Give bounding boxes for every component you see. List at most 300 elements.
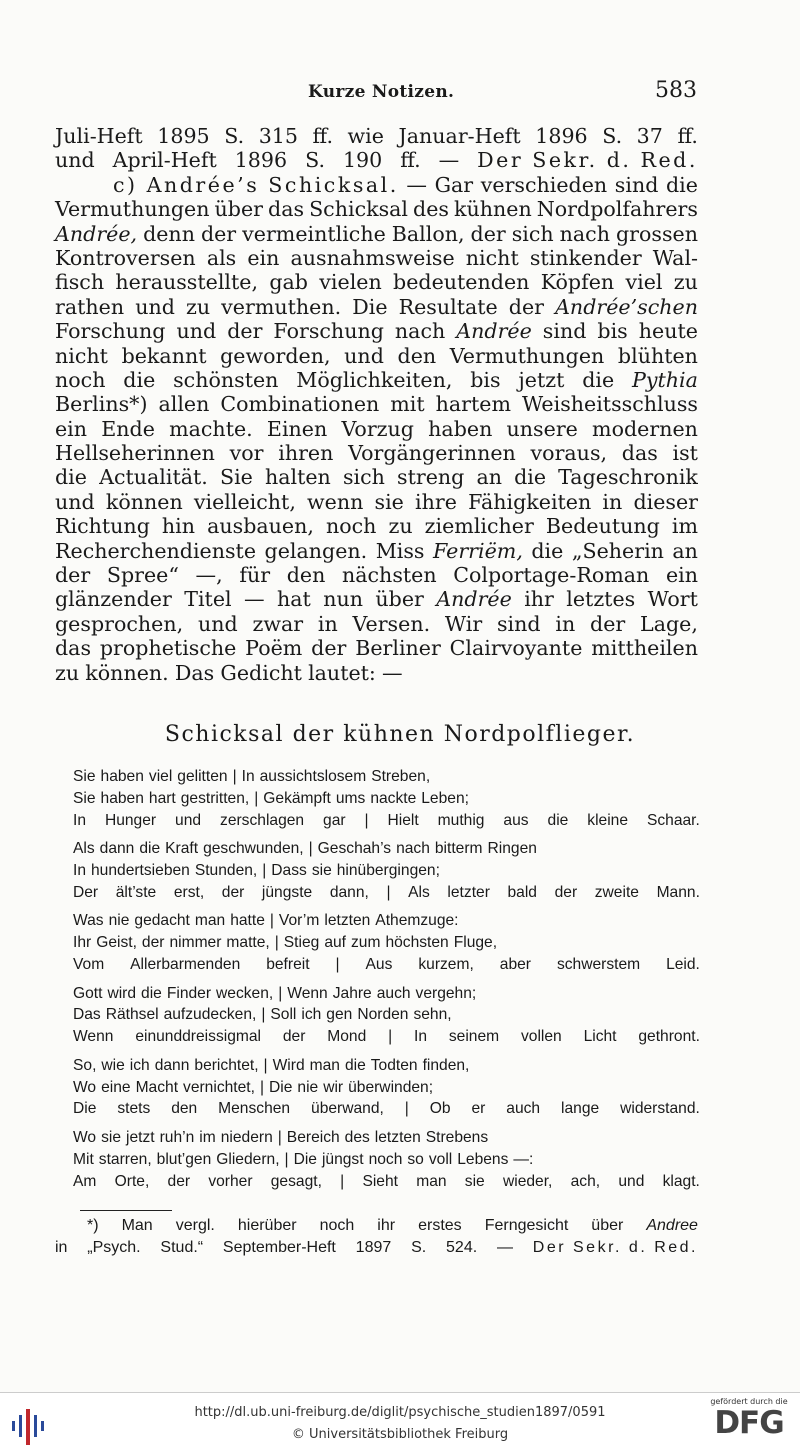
word: Stunden, (194, 862, 258, 880)
word: stinkender (529, 245, 642, 270)
poem-line (73, 1077, 700, 1099)
text-line (55, 246, 698, 270)
word: In (73, 811, 87, 829)
word: bald (507, 883, 537, 901)
copyright-notice: © Universitätsbibliothek Freiburg (291, 1427, 509, 1442)
word: aussichtslosem (259, 768, 367, 785)
poem-line (73, 766, 700, 788)
word: seinem (448, 1028, 500, 1046)
word: | (254, 789, 259, 807)
word: in (602, 489, 623, 514)
word: hin (161, 514, 196, 539)
word: Colportage-Roman (453, 563, 650, 588)
word: stets (117, 1100, 151, 1118)
word: zu (185, 294, 211, 319)
word: die (141, 984, 162, 1002)
poem-line (73, 1004, 700, 1026)
word: 524. (446, 1239, 478, 1256)
word: Vorgängerinnen (348, 441, 516, 466)
word: gelitten (177, 768, 228, 785)
word: vorher (208, 1172, 253, 1190)
word: Lebens (457, 1150, 509, 1168)
word: „Seherin (571, 538, 664, 563)
word: ihr (377, 1217, 396, 1234)
word: Wird (272, 1056, 305, 1074)
word: auch (376, 984, 411, 1002)
word: Lage, (640, 611, 698, 636)
poem-stanza (73, 983, 700, 1049)
word: Combinationen (220, 392, 380, 417)
word: zu (388, 514, 413, 539)
word: Leid. (666, 956, 700, 974)
word: das (268, 197, 305, 222)
word: das (621, 441, 658, 466)
word: 37 (636, 124, 663, 148)
word: sie (374, 489, 404, 514)
word: | (308, 840, 313, 858)
word: man (194, 912, 226, 930)
word: 1895 (157, 124, 210, 148)
word: die (139, 840, 161, 858)
word: in (55, 1239, 68, 1256)
word: die (531, 538, 564, 563)
word: letztes (566, 587, 636, 612)
poem-line (73, 1026, 700, 1048)
word: einunddreissigmal (135, 1028, 261, 1046)
word: Als (408, 883, 430, 901)
word: Andrée (456, 319, 532, 344)
word: | (277, 1128, 282, 1146)
word: S. (305, 148, 325, 173)
word: ff. (312, 124, 333, 148)
word: schwerstem (556, 956, 641, 974)
word: | (340, 1172, 345, 1190)
poem-title: Schicksal der kühnen Nordpolflieger. (164, 722, 636, 747)
word: des (413, 197, 449, 222)
word: Die (269, 1078, 293, 1096)
word: ein (55, 416, 88, 441)
word: wird (107, 984, 137, 1002)
word: dann (154, 1056, 190, 1074)
word: hartem (435, 392, 511, 417)
word: die (514, 465, 547, 490)
poem-line (73, 1127, 700, 1149)
word: fisch (55, 270, 105, 295)
word: hatte (230, 912, 265, 930)
word: lautet: (308, 660, 376, 685)
word: nicht (55, 343, 108, 368)
word: sehn, (413, 1006, 452, 1024)
word: jüngste (261, 883, 313, 901)
word: voraus, (530, 441, 608, 466)
viewer-footer (0, 1392, 800, 1452)
word: viel (625, 270, 663, 295)
word: kleine (587, 811, 629, 829)
word: Hielt (387, 811, 419, 829)
word: Pythia (632, 367, 698, 392)
word: Ende (101, 416, 155, 441)
word: als (206, 245, 237, 270)
word: — (243, 587, 265, 612)
word: letzten (374, 1128, 421, 1146)
word: So, (73, 1056, 97, 1074)
word: man (309, 1056, 340, 1074)
word: über (214, 197, 264, 222)
word: Schicksal (309, 197, 409, 222)
word: Versen. (352, 611, 431, 636)
word: | (259, 1078, 265, 1096)
text-line (55, 392, 698, 416)
word: Wo (73, 1078, 97, 1096)
word: Kontroversen (55, 245, 196, 270)
word: aus (503, 811, 529, 829)
word: können (105, 489, 183, 514)
body-text (55, 124, 698, 685)
word: matte, (226, 934, 270, 952)
word: über (591, 1217, 624, 1234)
word: sich (511, 221, 554, 246)
word: Gliedern, (216, 1150, 280, 1168)
text-line (55, 563, 698, 587)
poem-line (73, 1098, 700, 1120)
text-line (55, 587, 698, 611)
poem-line (73, 810, 700, 832)
word: S. (602, 124, 623, 148)
word: Strebens (425, 1128, 489, 1146)
word: viel (148, 768, 173, 785)
word: der (227, 319, 263, 344)
word: finden, (422, 1056, 470, 1074)
word: nie (297, 1078, 319, 1096)
word: bekannt (121, 343, 207, 368)
word: Ringen (487, 840, 537, 858)
word: haben (100, 768, 144, 785)
footnote-line (55, 1215, 698, 1237)
text-line (55, 319, 698, 343)
word: und (197, 611, 238, 636)
word: und (175, 811, 202, 829)
text-line (55, 612, 698, 636)
word: Orte, (114, 1172, 150, 1190)
word: nach (394, 319, 446, 344)
word: Mit (73, 1150, 94, 1168)
word: kurzem, (418, 956, 474, 974)
word: Aus (365, 956, 393, 974)
word: Man (121, 1217, 153, 1234)
word: die (666, 172, 698, 197)
word: — (496, 1239, 513, 1256)
word: Vermuthungen (449, 343, 605, 368)
word: zum (350, 934, 381, 952)
text-line (55, 222, 698, 246)
word: dann, (329, 883, 369, 901)
word: | (386, 883, 391, 901)
text-line (55, 368, 698, 392)
word: man (416, 1172, 447, 1190)
word: nackte (370, 789, 417, 807)
poem-stanza (73, 766, 700, 832)
word: sind (496, 611, 541, 636)
word: S. (224, 124, 245, 148)
word: Bedeutung (545, 514, 660, 539)
word: c) Andrée’s Schicksal. (113, 172, 399, 197)
word: und (135, 294, 175, 319)
word: auf (324, 934, 346, 952)
word: höchsten (385, 934, 449, 952)
word: machte. (169, 416, 253, 441)
text-line (55, 197, 698, 221)
word: vermuthen. (221, 294, 342, 319)
word: Weisheitsschluss (521, 392, 698, 417)
word: gethront. (638, 1028, 700, 1046)
word: Gar (434, 172, 474, 197)
word: Vor’m (278, 912, 320, 930)
word: ist (672, 441, 698, 466)
word: | (261, 1006, 266, 1024)
word: Forschung (273, 319, 384, 344)
word: Finder (166, 984, 212, 1002)
word: Macht (135, 1078, 179, 1096)
word: Forschung (55, 319, 166, 344)
word: vergehn; (415, 984, 477, 1002)
word: das (55, 636, 92, 661)
word: der (508, 294, 544, 319)
word: Mann. (656, 883, 700, 901)
word: | (232, 768, 237, 785)
poem-line (73, 838, 700, 860)
word: Todten (370, 1056, 418, 1074)
word: sind (542, 319, 587, 344)
text-line (55, 295, 698, 319)
word: Nordpolfahrers (536, 197, 698, 222)
word: muthig (437, 811, 485, 829)
word: | (335, 956, 340, 974)
word: gedacht (134, 912, 190, 930)
word: Richtung (55, 514, 150, 539)
word: wecken, (216, 984, 274, 1002)
word: nimmer (169, 934, 222, 952)
word: vielen (319, 270, 382, 295)
word: dann (99, 840, 135, 858)
word: noch (319, 1217, 355, 1234)
word: hat (276, 587, 311, 612)
word: die (547, 811, 569, 829)
word: hart (148, 789, 176, 807)
word: Einen (266, 416, 328, 441)
word: bedeutenden (393, 270, 530, 295)
word: | (278, 984, 283, 1002)
word: wieder, (502, 1172, 553, 1190)
word: Kraft (165, 840, 199, 858)
word: nächsten (341, 563, 437, 588)
word: jüngst (321, 1150, 364, 1168)
word: den (286, 563, 326, 588)
word: denn (143, 221, 195, 246)
text-line (55, 417, 698, 441)
word: und (618, 1172, 645, 1190)
word: gar (323, 811, 346, 829)
word: vergl. (175, 1217, 215, 1234)
word: Das (174, 660, 215, 685)
word: befreit (266, 956, 310, 974)
word: der (55, 563, 91, 588)
word: Andrée, (55, 221, 138, 246)
word: auch (506, 1100, 541, 1118)
word: eine (101, 1078, 131, 1096)
footnote-line (55, 1237, 698, 1259)
word: überwand, (311, 1100, 384, 1118)
word: und (55, 148, 95, 173)
word: nach (396, 840, 430, 858)
word: Gedicht (220, 660, 302, 685)
word: Die (73, 1100, 97, 1118)
word: | (388, 1028, 393, 1046)
word: Das (73, 1006, 101, 1024)
word: Poëm (245, 636, 303, 661)
word: so (407, 1150, 424, 1168)
word: Sieht (362, 1172, 398, 1190)
poem-line (73, 788, 700, 810)
word: mit (390, 392, 425, 417)
word: gestritten, (180, 789, 250, 807)
document-url[interactable]: http://dl.ub.uni-freiburg.de/diglit/psychische_studien1897/0591 (194, 1405, 606, 1420)
word: ein (247, 245, 280, 270)
word: ff. (400, 148, 421, 173)
poem-line (73, 983, 700, 1005)
word: gab (269, 270, 308, 295)
word: ausnahmsweise (290, 245, 455, 270)
word: allen (158, 392, 210, 417)
word: Was (73, 912, 104, 930)
word: jetzt (126, 1128, 155, 1146)
word: Die (352, 294, 388, 319)
word: blühten (617, 343, 698, 368)
word: In (414, 1028, 428, 1046)
word: Ihr (73, 934, 92, 952)
poem-line (73, 1171, 700, 1193)
word: Andree (646, 1217, 698, 1234)
word: der (470, 221, 506, 246)
word: ich (129, 1056, 150, 1074)
word: Räthsel (105, 1006, 159, 1024)
word: grossen (615, 221, 698, 246)
word: ums (335, 789, 366, 807)
word: ich (301, 1006, 322, 1024)
word: nach (559, 221, 610, 246)
word: ein (665, 563, 698, 588)
word: unsere (506, 416, 578, 441)
poem-line (73, 910, 700, 932)
text-line (55, 465, 698, 489)
word: voll (428, 1150, 453, 1168)
word: zweite (594, 883, 639, 901)
word: hinübergingen; (336, 862, 440, 880)
word: Bereich (286, 1128, 340, 1146)
word: prophetische (99, 636, 237, 661)
word: Stieg (283, 934, 320, 952)
word: Streben, (371, 768, 431, 785)
word: widerstand. (620, 1100, 700, 1118)
dfg-caption: gefördert durch die (710, 1397, 788, 1406)
word: und (344, 343, 384, 368)
word: — (406, 172, 427, 197)
word: noch (325, 514, 377, 539)
word: Der (73, 883, 99, 901)
word: überwinden; (348, 1078, 434, 1096)
word: sich (342, 465, 385, 490)
running-title: Kurze Notizen. (308, 82, 455, 102)
word: Sie (73, 768, 96, 785)
word: nicht (465, 245, 519, 270)
word: Wenn (73, 1028, 114, 1046)
word: letzten (324, 912, 371, 930)
word: Athemzuge: (375, 912, 459, 930)
word: Berlins*) (55, 392, 148, 417)
word: —: (513, 1150, 534, 1168)
word: streng (397, 465, 465, 490)
word: Fähigkeiten (468, 489, 592, 514)
word: Ballon, (391, 221, 465, 246)
text-line (55, 124, 698, 148)
word: des (344, 1128, 370, 1146)
word: Menschen (218, 1100, 291, 1118)
word: Andrée (436, 587, 512, 612)
word: Köpfen (540, 270, 615, 295)
word: Sie (219, 465, 253, 490)
word: | (263, 1056, 268, 1074)
word: sie (464, 1172, 485, 1190)
word: herausstellte, (115, 270, 259, 295)
word: der (200, 221, 237, 246)
word: April-Heft (112, 148, 217, 173)
word: September-Heft (222, 1239, 336, 1256)
word: verschieden (480, 172, 608, 197)
word: vor (229, 441, 264, 466)
word: hundertsieben (91, 862, 190, 880)
word: zwar (252, 611, 304, 636)
word: in (317, 611, 338, 636)
word: Fluge, (453, 934, 498, 952)
word: Wir (444, 611, 483, 636)
text-line (55, 344, 698, 368)
word: über (375, 587, 424, 612)
poem-line (73, 954, 700, 976)
word: halten (264, 465, 331, 490)
word: —, (195, 563, 223, 588)
text-line (55, 173, 698, 197)
word: ach, (570, 1172, 601, 1190)
dfg-wordmark: DFG (714, 1405, 784, 1441)
footnote (55, 1215, 698, 1259)
word: bis (470, 367, 501, 392)
word: Allerbarmenden (130, 956, 241, 974)
word: geworden, (220, 343, 331, 368)
word: Als (73, 840, 95, 858)
word: sind (614, 172, 659, 197)
word: Soll (270, 1006, 297, 1024)
word: gen (326, 1006, 353, 1024)
word: Ob (429, 1100, 451, 1118)
word: Dass (271, 862, 307, 880)
word: — (438, 148, 460, 173)
word: | (364, 811, 369, 829)
word: Vermuthungen (55, 197, 210, 222)
word: 1896 (234, 148, 288, 173)
word: Resultate (398, 294, 498, 319)
word: letzter (447, 883, 490, 901)
text-line (55, 148, 698, 172)
poem-line (73, 1055, 700, 1077)
